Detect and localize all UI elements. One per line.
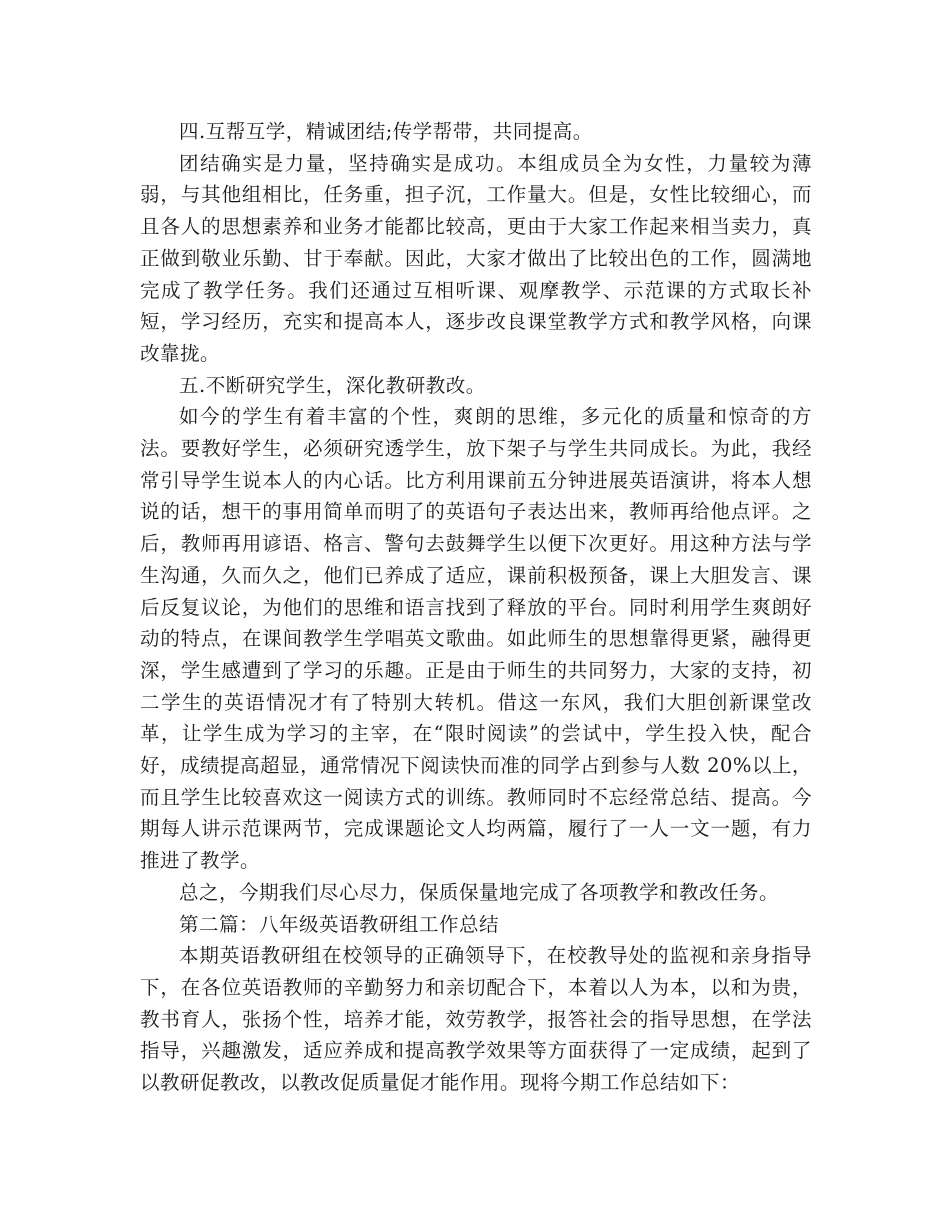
paragraph-unity: 团结确实是力量，坚持确实是成功。本组成员全为女性，力量较为薄弱，与其他组相比，任务重，担子沉，工作量大。但是，女性比较细心，而且各人的思想素养和业务才能都比较高，更由于大家工作起来相当卖力，真正做到敬业乐勤、甘于奉献。因此，大家才做出了比较出色的工作，圆满地完成了教学任务。我们还通过互相听课、观摩教学、示范课的方式取长补短，学习经历，充实和提高本人，逐步改良课堂教学方式和教学风格，向课改靠拢。 xyxy=(140,151,812,365)
paragraph-students: 如今的学生有着丰富的个性，爽朗的思维，多元化的质量和惊奇的方法。要教好学生，必须研究透学生，放下架子与学生共同成长。为此，我经常引导学生说本人的内心话。比方利用课前五分钟进展英语演讲，将本人想说的话，想干的事用简单而明了的英语句子表达出来，教师再给他点评。之后，教师再用谚语、格言、警句去鼓舞学生以便下次更好。用这种方法与学生沟通，久而久之，他们已养成了适应，课前积极预备，课上大胆发言、课后反复议论，为他们的思维和语言找到了释放的平台。同时利用学生爽朗好动的特点，在课间教学生学唱英文歌曲。如此师生的思想靠得更紧，融得更深，学生感遭到了学习的乐趣。正是由于师生的共同努力，大家的支持，初二学生的英语情况才有了特别大转机。借这一东风，我们大胆创新课堂改革，让学生成为学习的主宰，在“限时阅读”的尝试中，学生投入快，配合好，成绩提高超显，通常情况下阅读快而准的同学占到参与人数 20%以上，而且学生比较喜欢这一阅读方式的训练。教师同时不忘经常总结、提高。今期每人讲示范课两节，完成课题论文人均两篇，履行了一人一文一题，有力推进了教学。 xyxy=(140,405,812,873)
document-body xyxy=(140,116,812,1099)
paragraph-conclusion: 总之，今期我们尽心尽力，保质保量地完成了各项教学和教改任务。 xyxy=(179,880,780,904)
section-title-second: 第二篇：八年级英语教研组工作总结 xyxy=(179,912,500,936)
heading-study-students: 五.不断研究学生，深化教研教改。 xyxy=(179,373,486,397)
paragraph-second-intro: 本期英语教研组在校领导的正确领导下，在校教导处的监视和亲身指导下，在各位英语教师的辛勤努力和亲切配合下，本着以人为本，以和为贵，教书育人，张扬个性，培养才能，效劳教学，报答社会的指导思想，在学法指导，兴趣激发，适应养成和提高教学效果等方面获得了一定成绩，起到了以教研促教改，以教改促质量促才能作用。现将今期工作总结如下： xyxy=(140,944,812,1095)
heading-mutual-help: 四.互帮互学，精诚团结;传学帮带，共同提高。 xyxy=(179,120,593,143)
